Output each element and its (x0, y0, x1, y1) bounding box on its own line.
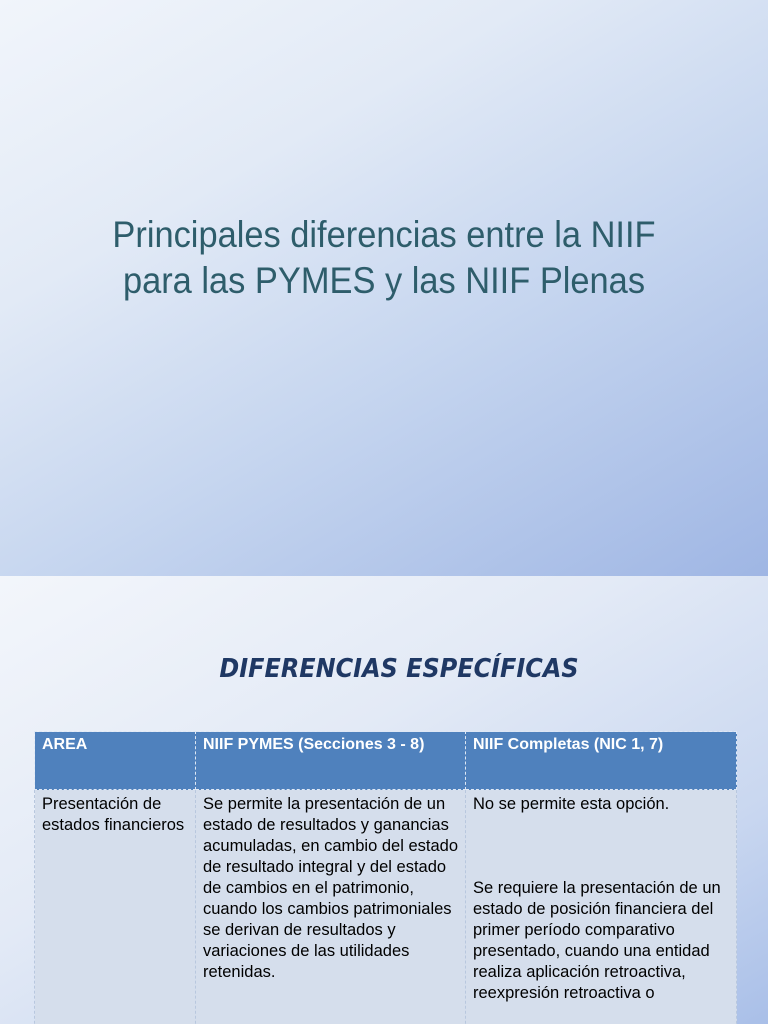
title-line-2: para las PYMES y las NIIF Plenas (122, 260, 646, 301)
cell-completas-paragraph-1: No se permite esta opción. (473, 795, 670, 813)
header-niif-completas: NIIF Completas (NIC 1, 7) (466, 732, 737, 790)
section-heading: DIFERENCIAS ESPECÍFICAS (219, 654, 579, 684)
cell-area: Presentación de estados financieros (35, 790, 196, 1024)
paragraph-spacer (473, 815, 729, 878)
cell-completas-paragraph-2: Se requiere la presentación de un estado de posición financiera del primer período comparativo presentado, cuando una entidad realiza aplicación retroactiva, reexpresión retroactiva o (473, 879, 721, 1002)
cell-pymes: Se permite la presentación de un estado de resultados y ganancias acumuladas, en cambio del estado de resultado integral y del estado de cambios en el patrimonio, cuando los cambios patrimoniales se derivan de resultados y variaciones de las utilidades retenidas. (196, 790, 466, 1024)
presentation-title (83, 212, 686, 304)
cell-completas (466, 790, 737, 1024)
header-niif-pymes: NIIF PYMES (Secciones 3 - 8) (196, 732, 466, 790)
differences-slide (0, 576, 768, 1024)
table-header-row (35, 732, 737, 790)
title-line-1: Principales diferencias entre la NIIF (112, 214, 656, 255)
differences-table (34, 731, 737, 1024)
table-row (35, 790, 737, 1024)
header-area: AREA (35, 732, 196, 790)
